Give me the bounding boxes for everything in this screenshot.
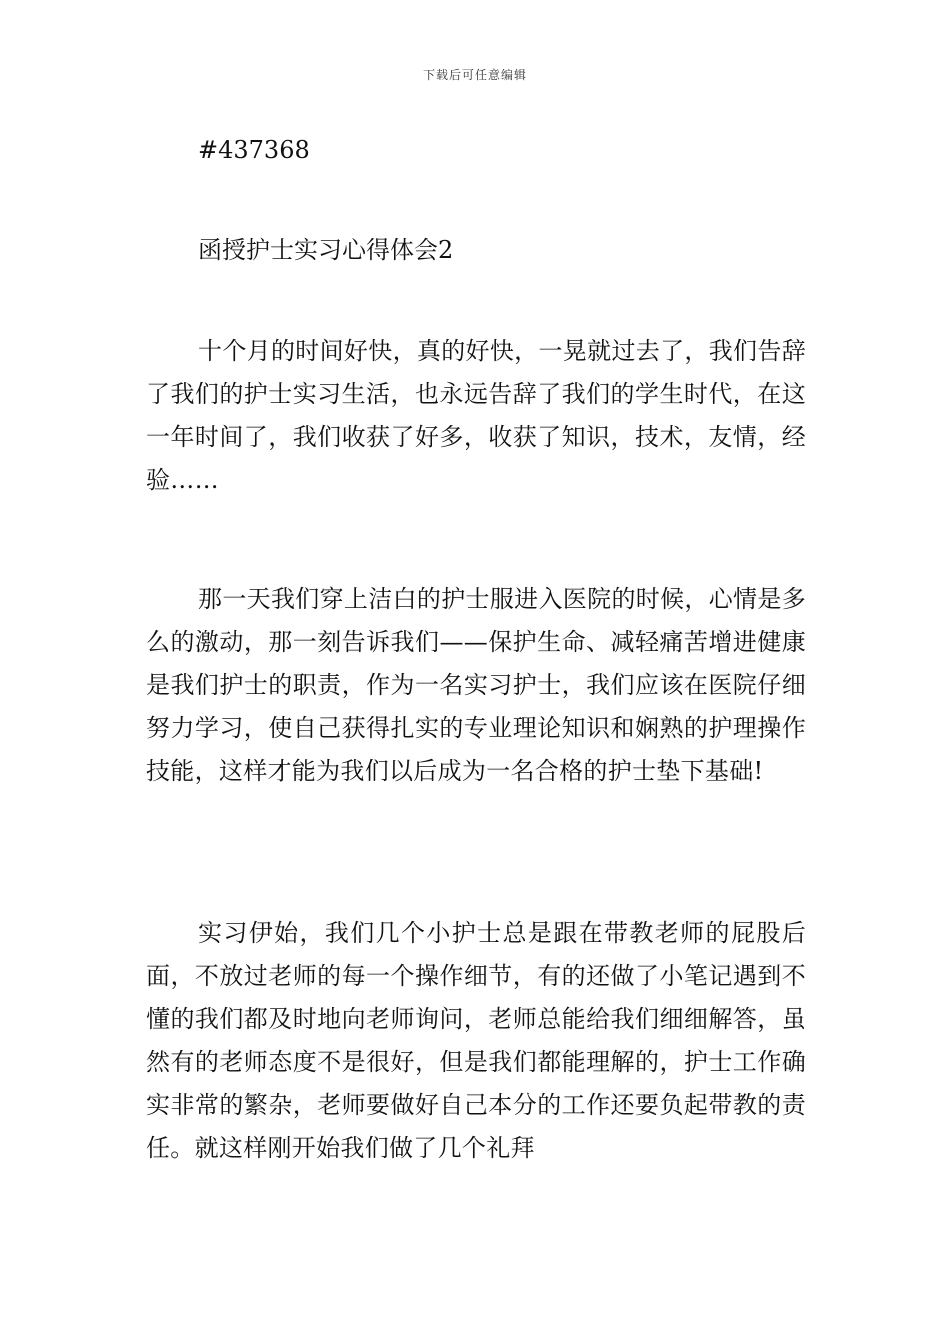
document-title: 函授护士实习心得体会2	[198, 236, 454, 264]
paragraph: 十个月的时间好快，真的好快，一晃就过去了，我们告辞了我们的护士实习生活，也永远告辞了我们的学生时代，在这一年时间了，我们收获了好多，收获了知识，技术，友情，经验……	[146, 337, 806, 494]
document-id: #437368	[198, 136, 310, 164]
paragraph-block-3	[146, 912, 806, 1170]
paragraph: 实习伊始，我们几个小护士总是跟在带教老师的屁股后面，不放过老师的每一个操作细节，有的还做了小笔记遇到不懂的我们都及时地向老师询问，老师总能给我们细细解答，虽然有的老师态度不是很好，但是我们都能理解的，护士工作确实非常的繁杂，老师要做好自己本分的工作还要负起带教的责任。就这样刚开始我们做了几个礼拜	[146, 919, 806, 1162]
paragraph: 那一天我们穿上洁白的护士服进入医院的时候，心情是多么的激动，那一刻告诉我们——保护生命、减轻痛苦增进健康是我们护士的职责，作为一名实习护士，我们应该在医院仔细努力学习，使自己获得扎实的专业理论知识和娴熟的护理操作技能，这样才能为我们以后成为一名合格的护士垫下基础!	[146, 585, 806, 785]
paragraph-block-1	[146, 330, 806, 502]
paragraph-block-2	[146, 578, 806, 793]
page-header-note: 下载后可任意编辑	[422, 68, 527, 82]
